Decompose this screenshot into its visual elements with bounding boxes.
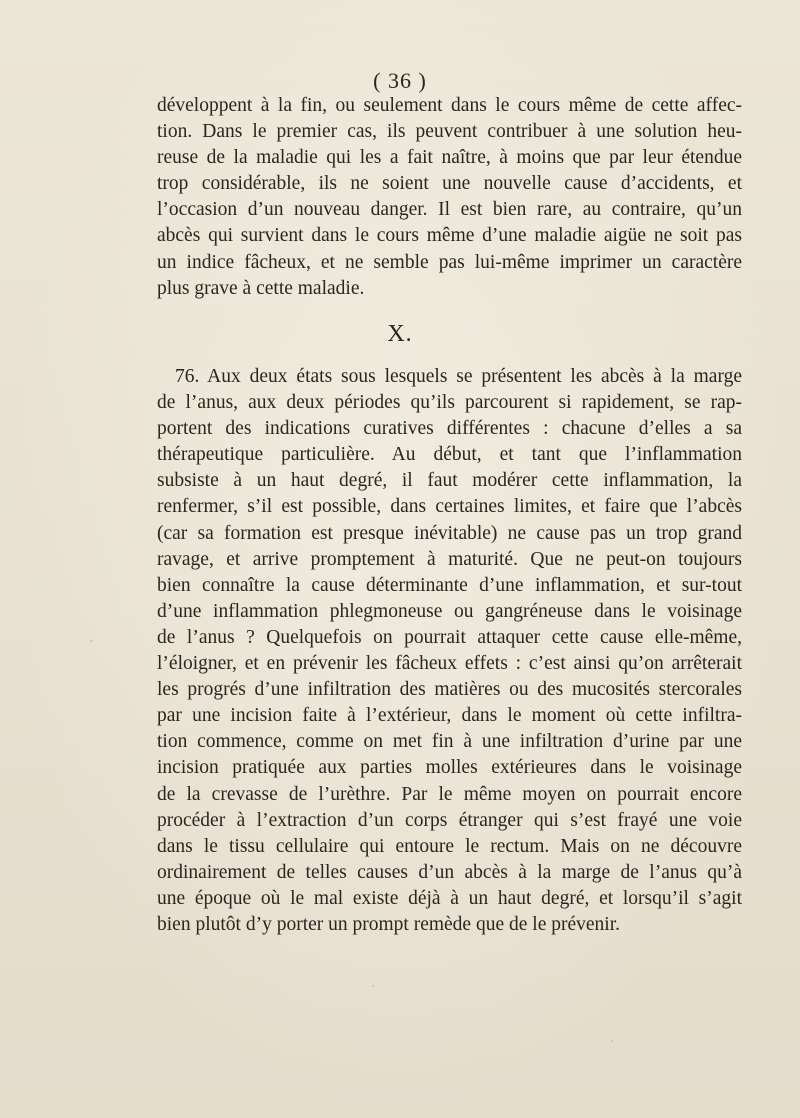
text-line: (car sa formation est presque inévitable) ne cause pas un trop grand	[157, 522, 742, 544]
text-line: développent à la fin, ou seulement dans le cours même de cette affec-	[157, 95, 742, 116]
text-line: bien connaître la cause déterminante d’une inflammation, et sur-tout	[157, 574, 742, 596]
paragraph-76	[157, 364, 742, 938]
text-line: bien plutôt d’y porter un prompt remède que de le prévenir.	[157, 913, 620, 935]
text-line: les progrés d’une infiltration des matières ou des mucosités stercorales	[157, 679, 742, 701]
paper-speck	[372, 985, 374, 987]
text-line: un indice fâcheux, et ne semble pas lui-même imprimer un caractère	[157, 251, 742, 273]
paper-speck	[90, 640, 93, 642]
text-line: tion commence, comme on met fin à une infiltration d’urine par une	[157, 731, 742, 753]
text-line: de l’anus ? Quelquefois on pourrait attaquer cette cause elle-même,	[157, 626, 742, 648]
section-heading: X.	[387, 321, 413, 347]
text-line: l’éloigner, et en prévenir les fâcheux effets : c’est ainsi qu’on arrêterait	[157, 653, 742, 675]
text-line: ravage, et arrive promptement à maturité. Que ne peut-on toujours	[157, 548, 742, 570]
page-number: ( 36 )	[373, 68, 427, 93]
text-line: par une incision faite à l’extérieur, dans le moment où cette infiltra-	[157, 705, 742, 727]
text-line: portent des indications curatives différentes : chacune d’elles a sa	[157, 418, 742, 440]
text-line: 76. Aux deux états sous lesquels se présentent les abcès à la marge	[175, 366, 742, 387]
text-line: incision pratiquée aux parties molles extérieures dans le voisinage	[157, 757, 742, 779]
text-line: ordinairement de telles causes d’un abcès à la marge de l’anus qu’à	[157, 861, 742, 883]
text-line: plus grave à cette maladie.	[157, 277, 365, 299]
text-line: tion. Dans le premier cas, ils peuvent contribuer à une solution heu-	[157, 121, 742, 143]
text-line: une époque où le mal existe déjà à un haut degré, et lorsqu’il s’agit	[157, 887, 742, 909]
text-line: l’occasion d’un nouveau danger. Il est bien rare, au contraire, qu’un	[157, 199, 742, 221]
text-line: reuse de la maladie qui les a fait naître, à moins que par leur étendue	[157, 147, 742, 169]
text-line: de la crevasse de l’urèthre. Par le même moyen on pourrait encore	[157, 783, 742, 805]
paper-speck	[611, 1040, 613, 1042]
text-line: procéder à l’extraction d’un corps étranger qui s’est frayé une voie	[157, 809, 742, 831]
paragraph-continuation	[157, 93, 742, 302]
text-line: trop considérable, ils ne soient une nouvelle cause d’accidents, et	[157, 173, 742, 195]
text-line: thérapeutique particulière. Au début, et tant que l’inflammation	[157, 444, 742, 466]
text-line: d’une inflammation phlegmoneuse ou gangréneuse dans le voisinage	[157, 600, 742, 622]
text-line: abcès qui survient dans le cours même d’une maladie aigüe ne soit pas	[157, 225, 742, 247]
text-line: de l’anus, aux deux périodes qu’ils parcourent si rapidement, se rap-	[157, 392, 742, 414]
text-line: subsiste à un haut degré, il faut modérer cette inflammation, la	[157, 470, 742, 492]
text-line: renfermer, s’il est possible, dans certaines limites, et faire que l’abcès	[157, 496, 742, 518]
text-line: dans le tissu cellulaire qui entoure le rectum. Mais on ne découvre	[157, 835, 742, 857]
